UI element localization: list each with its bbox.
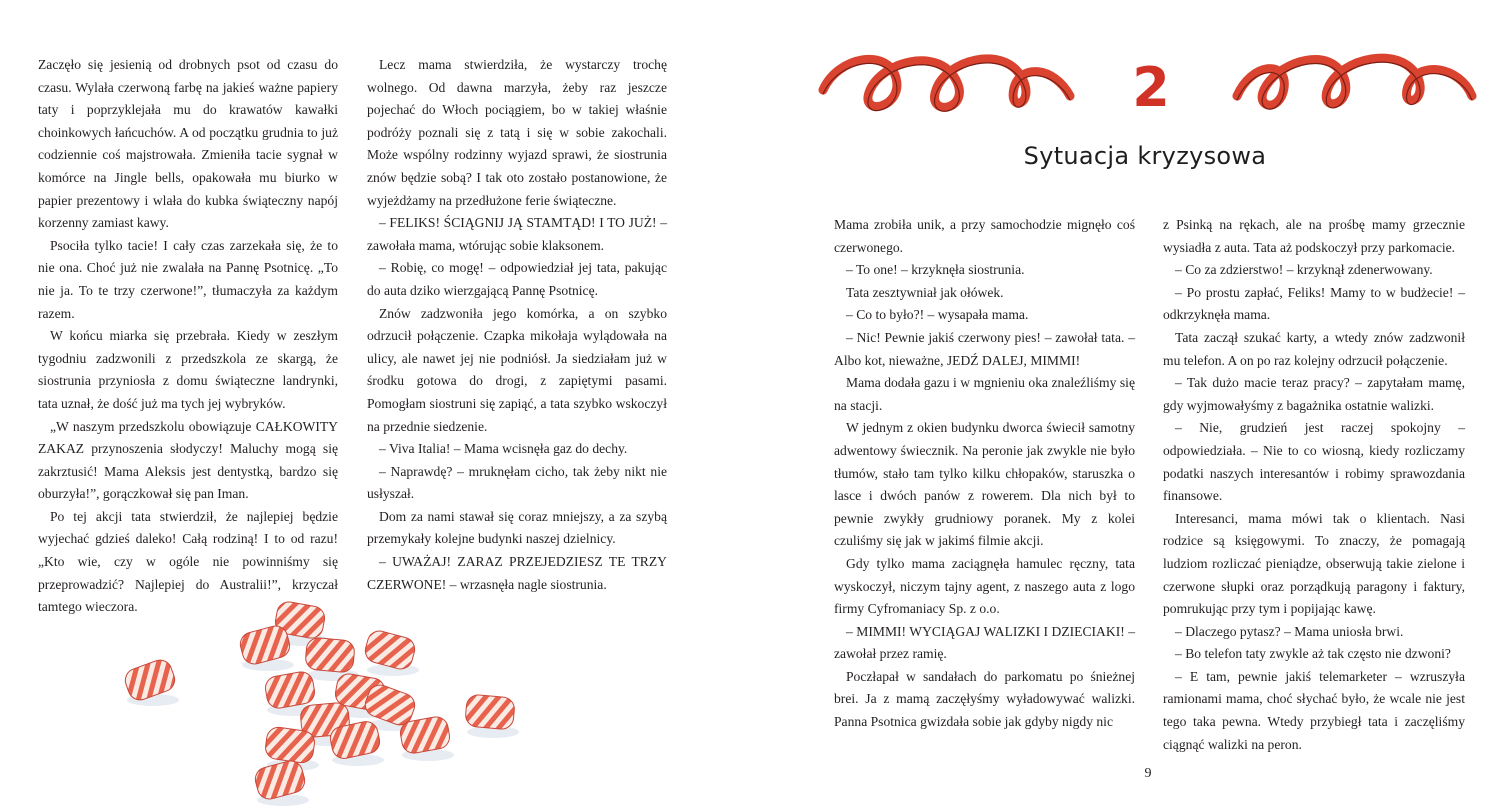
candy (264, 726, 316, 764)
candy (253, 758, 308, 801)
right-ribbon-swirl-illustration (1232, 38, 1478, 128)
paragraph: – Nie, grudzień jest raczej spokojny – odpowiedziała. – Nie to co wiosną, kiedy rozliczamy podatki naszych interesantów i robimy sprawozdania finansowe. (1163, 420, 1465, 504)
paragraph: – Robię, co mogę! – odpowiedział jej tata, pakując do auta dziko wierzgającą Pannę Psotnicę. (367, 260, 667, 298)
paragraph: Po tej akcji tata stwierdził, że najlepiej będzie wyjechać gdzieś daleko! Całą rodziną! I to od razu! „Kto wie, czy w ogóle nie powinniśmy się przeprowadzić? Najlepiej do Australii!”, krzyczał tamtego wieczora. (38, 508, 338, 615)
paragraph: – To one! – krzyknęła siostrunia. (846, 262, 1025, 278)
paragraph: Zaczęło się jesienią od drobnych psot od czasu do czasu. Wylała czerwoną farbę na jakieś ważne papiery taty i poprzyklejała mu do krawatów kawałki choinkowych łańcuchów. A od początku grudnia to już codziennie coś majstrowała. Zmieniła tacie sygnał w komórce na Jingle bells, opakowała mu biurko w papier prezentowy i wlała do kubka świąteczny napój korzenny zamiast kawy. (38, 57, 338, 231)
candy (465, 694, 516, 730)
paragraph: Lecz mama stwierdziła, że wystarczy trochę wolnego. Od dawna marzyła, żeby raz jeszcze pojechać do Włoch pociągiem, bo w takiej właśnie podróży poznali się z tatą i się w sobie zakochali. Może wspólny rodzinny wyjazd sprawi, że siostrunia znów będzie sobą? I tak oto zostało postanowione, że wyjeżdżamy na przedłużone ferie świąteczne. (367, 57, 667, 208)
candy-group (122, 600, 519, 806)
paragraph: Znów zadzwoniła jego komórka, a on szybko odrzucił połączenie. Czapka mikołaja wylądowała na ulicy, ale nawet jej nie podniósł. Ja siedziałam już w środku gotowa do drogi, z zapiętymi pasami. Pomogłam siostruni się zapiąć, a tata szybko wskoczył na przednie siedzenie. (367, 305, 667, 434)
paragraph: – E tam, pewnie jakiś telemarketer – wzruszyła ramionami mama, choć słychać było, że wcale nie jest tego taka pewna. Wtedy przybiegł tata i zaczęliśmy ciągnąć walizki na peron. (1163, 668, 1465, 752)
chapter-title: Sytuacja kryzysowa (1023, 142, 1267, 170)
paragraph: „W naszym przedszkolu obowiązuje CAŁKOWITY ZAKAZ przynoszenia słodyczy! Maluchy mogą się zakrztusić! Mama Aleksis jest dentystką, bardzo się oburzyła!”, gorączkował się pan Iman. (38, 418, 338, 502)
candy (264, 670, 317, 710)
candy (305, 637, 356, 673)
paragraph: Tata zaczął szukać karty, a wtedy znów zadzwonił mu telefon. A on po raz kolejny odrzucił połączenie. (1163, 329, 1465, 368)
paragraph: Poczłapał w sandałach do parkomatu po śnieżnej brei. Ja z mamą zaczęłyśmy wyładowywać walizki. Panna Psotnica gwizdała sobie jak gdyby nigdy nic (834, 668, 1135, 730)
paragraph: Dom za nami stawał się coraz mniejszy, a za szybą przemykały kolejne budynki naszej dzielnicy. (367, 508, 667, 547)
paragraph: – Po prostu zapłać, Feliks! Mamy to w budżecie! – odkrzyknęła mama. (1163, 284, 1465, 323)
left-page-column-2 (367, 54, 667, 596)
candy (238, 623, 293, 666)
paragraph: – Nic! Pewnie jakiś czerwony pies! – zawołał tata. – Albo kot, nieważne, JEDŹ DALEJ, MIMMI! (834, 329, 1135, 368)
paragraph: – UWAŻAJ! ZARAZ PRZEJEDZIESZ TE TRZY CZERWONE! – wrzasnęła nagle siostrunia. (367, 554, 667, 592)
paragraph: – FELIKS! ŚCIĄGNIJ JĄ STAMTĄD! I TO JUŻ! – zawołała mama, wtórując sobie klaksonem. (367, 215, 667, 253)
paragraph: Mama dodała gazu i w mgnieniu oka znaleźliśmy się na stacji. (834, 375, 1135, 413)
paragraph: Gdy tylko mama zaciągnęła hamulec ręczny, tata wyskoczył, niczym tajny agent, z naszego auta z logo firmy Cyfromaniacy Sp. z o.o. (834, 555, 1135, 617)
paragraph: – Tak dużo macie teraz pracy? – zapytałam mamę, gdy wyjmowałyśmy z bagażnika ostatnie walizki. (1163, 375, 1465, 413)
left-page-column-1 (38, 54, 338, 619)
paragraph: – Co to było?! – wysapała mama. (846, 307, 1029, 323)
paragraph: – Co za zdzierstwo! – krzyknął zdenerwowany. (1175, 262, 1433, 278)
paragraph: W końcu miarka się przebrała. Kiedy w zeszłym tygodniu zadzwonili z przedszkola ze skargą, że siostrunia przyniosła z domu świąteczne landrynki, tata uznał, że dość już ma tych jej wybryków. (38, 328, 338, 411)
paragraph: W jednym z okien budynku dworca świecił samotny adwentowy świecznik. Na peronie jak zwykle nie było tłumów, stało tam tylko kilku chłopaków, staruszka o lasce i dwóch panów z rowerem. Dla nich był to pewnie zwykły grudniowy poranek. My z kolei czuliśmy się jak w jakimś filmie akcji. (834, 420, 1135, 549)
paragraph: – Naprawdę? – mruknęłam cicho, tak żeby nikt nie usłyszał. (367, 463, 667, 502)
paragraph: Interesanci, mama mówi tak o klientach. Nasi rodzice są księgowymi. To znaczy, że pomagają ludziom rozliczać pieniądze, obserwują takie zielone i czerwone słupki oraz porządkują paragony i faktury, pomrukując przy tym i popijając kawę. (1163, 510, 1465, 617)
paragraph: Mama zrobiła unik, a przy samochodzie mignęło coś czerwonego. (834, 217, 1135, 255)
paragraph: – Dlaczego pytasz? – Mama uniosła brwi. (1175, 623, 1404, 639)
right-page-column-1 (834, 214, 1135, 734)
paragraph: Tata zesztywniał jak ołówek. (846, 284, 1004, 300)
striped-candies-illustration (110, 600, 540, 810)
paragraph: – Bo telefon taty zwykle aż tak często nie dzwoni? (1175, 646, 1451, 662)
paragraph: Psociła tylko tacie! I cały czas zarzekała się, że to nie ona. Choć już nie zwalała na Pannę Psotnicę. „To nie ja. To te trzy czerwone!”, tłumaczyła za każdym razem. (38, 237, 338, 321)
chapter-number: 2 (1132, 56, 1170, 119)
page-number: 9 (1144, 766, 1152, 781)
paragraph: – Viva Italia! – Mama wcisnęła gaz do dechy. (379, 441, 628, 457)
candy (363, 628, 418, 671)
left-ribbon-swirl-illustration (818, 38, 1076, 128)
right-page-column-2 (1163, 214, 1465, 756)
paragraph: – MIMMI! WYCIĄGAJ WALIZKI I DZIECIAKI! – zawołał przez ramię. (834, 623, 1135, 662)
paragraph: z Psinką na rękach, ale na prośbę mamy grzecznie wysiadła z auta. Tata aż podskoczył przy parkomacie. (1163, 217, 1465, 255)
